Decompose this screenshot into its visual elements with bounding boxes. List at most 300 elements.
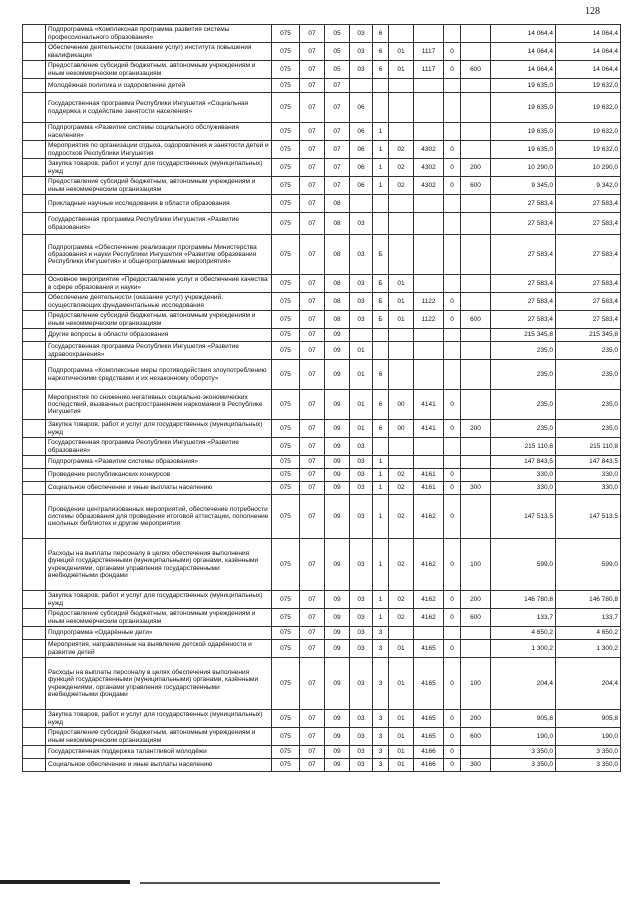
table-row bbox=[23, 141, 621, 159]
expense-type-code: 200 bbox=[461, 420, 491, 438]
empty-cell bbox=[23, 469, 46, 482]
suffix-code: 0 bbox=[444, 759, 461, 772]
amount-1: 27 583,4 bbox=[491, 213, 556, 235]
table-row bbox=[23, 342, 621, 360]
suffix-code bbox=[444, 195, 461, 213]
event-code: 00 bbox=[389, 390, 414, 420]
grbs-code: 075 bbox=[272, 311, 300, 329]
section-code: 07 bbox=[300, 438, 325, 456]
grbs-code: 075 bbox=[272, 61, 300, 79]
amount-1: 3 350,0 bbox=[491, 746, 556, 759]
table-row bbox=[23, 591, 621, 609]
expense-type-code: 600 bbox=[461, 177, 491, 195]
event-code: 02 bbox=[389, 141, 414, 159]
direction-code: 4165 bbox=[414, 640, 444, 658]
suffix-code bbox=[444, 123, 461, 141]
grbs-code: 075 bbox=[272, 93, 300, 123]
subprogram-code: 3 bbox=[373, 728, 389, 746]
table-row bbox=[23, 495, 621, 539]
table-row bbox=[23, 177, 621, 195]
expense-type-code bbox=[461, 342, 491, 360]
event-code: 01 bbox=[389, 43, 414, 61]
amount-2: 19 632,0 bbox=[556, 123, 621, 141]
table-row bbox=[23, 539, 621, 591]
amount-1: 14 064,4 bbox=[491, 25, 556, 43]
table-row bbox=[23, 61, 621, 79]
item-name: Закупка товаров, работ и услуг для государственных (муниципальных) нужд bbox=[46, 420, 272, 438]
section-code: 07 bbox=[300, 469, 325, 482]
amount-1: 599,0 bbox=[491, 539, 556, 591]
subsection-code: 09 bbox=[325, 469, 350, 482]
amount-2: 190,0 bbox=[556, 728, 621, 746]
grbs-code: 075 bbox=[272, 420, 300, 438]
amount-2: 19 632,0 bbox=[556, 79, 621, 93]
amount-2: 9 342,0 bbox=[556, 177, 621, 195]
empty-cell bbox=[23, 360, 46, 390]
table-row bbox=[23, 627, 621, 640]
program-code: 06 bbox=[350, 141, 373, 159]
item-name: Государственная программа Республики Ингушетия «Развитие образования» bbox=[46, 438, 272, 456]
suffix-code bbox=[444, 360, 461, 390]
amount-2: 14 064,4 bbox=[556, 61, 621, 79]
suffix-code: 0 bbox=[444, 390, 461, 420]
item-name: Обеспечение деятельности (оказание услуг) институтa повышения квалификации bbox=[46, 43, 272, 61]
section-code: 07 bbox=[300, 195, 325, 213]
expense-type-code: 600 bbox=[461, 728, 491, 746]
amount-1: 215 345,8 bbox=[491, 329, 556, 342]
event-code: 01 bbox=[389, 710, 414, 728]
empty-cell bbox=[23, 420, 46, 438]
amount-1: 235,0 bbox=[491, 360, 556, 390]
amount-2: 27 583,4 bbox=[556, 195, 621, 213]
section-code: 07 bbox=[300, 360, 325, 390]
suffix-code: 0 bbox=[444, 469, 461, 482]
direction-code: 4161 bbox=[414, 469, 444, 482]
subsection-code: 09 bbox=[325, 495, 350, 539]
item-name: Предоставление субсидий бюджетным, автономным учреждениям и иным некоммерческим организациям bbox=[46, 311, 272, 329]
subsection-code: 09 bbox=[325, 390, 350, 420]
expense-type-code: 100 bbox=[461, 539, 491, 591]
expense-type-code bbox=[461, 456, 491, 469]
section-code: 07 bbox=[300, 235, 325, 275]
section-code: 07 bbox=[300, 640, 325, 658]
grbs-code: 075 bbox=[272, 342, 300, 360]
amount-1: 147 843,5 bbox=[491, 456, 556, 469]
event-code bbox=[389, 360, 414, 390]
grbs-code: 075 bbox=[272, 456, 300, 469]
section-code: 07 bbox=[300, 728, 325, 746]
program-code: 03 bbox=[350, 591, 373, 609]
item-name: Подпрограмма «Одарённые дети» bbox=[46, 627, 272, 640]
program-code: 03 bbox=[350, 759, 373, 772]
grbs-code: 075 bbox=[272, 728, 300, 746]
subprogram-code: 6 bbox=[373, 61, 389, 79]
amount-1: 204,4 bbox=[491, 658, 556, 710]
subsection-code: 09 bbox=[325, 728, 350, 746]
item-name: Подпрограмма «Комплексные меры противодействия злоупотреблению наркотическими средствами и их незаконному обороту» bbox=[46, 360, 272, 390]
program-code: 03 bbox=[350, 213, 373, 235]
empty-cell bbox=[23, 746, 46, 759]
item-name: Обеспечение деятельности (оказание услуг) учреждений, осуществляющих фундаментальные исследования bbox=[46, 293, 272, 311]
amount-2: 215 110,8 bbox=[556, 438, 621, 456]
amount-1: 330,0 bbox=[491, 469, 556, 482]
amount-1: 235,0 bbox=[491, 420, 556, 438]
event-code: 01 bbox=[389, 746, 414, 759]
event-code bbox=[389, 25, 414, 43]
expense-type-code: 600 bbox=[461, 61, 491, 79]
event-code bbox=[389, 195, 414, 213]
table-row bbox=[23, 609, 621, 627]
table-row bbox=[23, 456, 621, 469]
subsection-code: 09 bbox=[325, 640, 350, 658]
grbs-code: 075 bbox=[272, 390, 300, 420]
direction-code: 4162 bbox=[414, 539, 444, 591]
amount-2: 19 632,0 bbox=[556, 141, 621, 159]
grbs-code: 075 bbox=[272, 177, 300, 195]
event-code: 01 bbox=[389, 728, 414, 746]
amount-1: 235,0 bbox=[491, 390, 556, 420]
amount-1: 14 064,4 bbox=[491, 61, 556, 79]
suffix-code bbox=[444, 275, 461, 293]
empty-cell bbox=[23, 609, 46, 627]
amount-2: 14 064,4 bbox=[556, 25, 621, 43]
direction-code: 1117 bbox=[414, 61, 444, 79]
subsection-code: 09 bbox=[325, 420, 350, 438]
subprogram-code: Б bbox=[373, 311, 389, 329]
event-code bbox=[389, 627, 414, 640]
amount-2: 147 513,5 bbox=[556, 495, 621, 539]
amount-2: 204,4 bbox=[556, 658, 621, 710]
program-code: 01 bbox=[350, 420, 373, 438]
item-name: Молодёжная политика и оздоровление детей bbox=[46, 79, 272, 93]
suffix-code bbox=[444, 213, 461, 235]
section-code: 07 bbox=[300, 658, 325, 710]
empty-cell bbox=[23, 329, 46, 342]
section-code: 07 bbox=[300, 420, 325, 438]
empty-cell bbox=[23, 141, 46, 159]
amount-2: 19 632,0 bbox=[556, 93, 621, 123]
subsection-code: 08 bbox=[325, 311, 350, 329]
program-code: 03 bbox=[350, 235, 373, 275]
table-row bbox=[23, 329, 621, 342]
section-code: 07 bbox=[300, 123, 325, 141]
program-code: 03 bbox=[350, 658, 373, 710]
amount-1: 133,7 bbox=[491, 609, 556, 627]
subprogram-code: 6 bbox=[373, 43, 389, 61]
event-code bbox=[389, 235, 414, 275]
section-code: 07 bbox=[300, 93, 325, 123]
suffix-code: 0 bbox=[444, 293, 461, 311]
amount-1: 14 064,4 bbox=[491, 43, 556, 61]
suffix-code: 0 bbox=[444, 61, 461, 79]
empty-cell bbox=[23, 591, 46, 609]
amount-1: 10 290,0 bbox=[491, 159, 556, 177]
section-code: 07 bbox=[300, 43, 325, 61]
subsection-code: 08 bbox=[325, 195, 350, 213]
subprogram-code: 1 bbox=[373, 177, 389, 195]
subsection-code: 09 bbox=[325, 746, 350, 759]
section-code: 07 bbox=[300, 311, 325, 329]
subprogram-code: 1 bbox=[373, 123, 389, 141]
suffix-code bbox=[444, 25, 461, 43]
budget-table bbox=[22, 24, 621, 772]
expense-type-code bbox=[461, 469, 491, 482]
subprogram-code: 1 bbox=[373, 456, 389, 469]
amount-1: 147 513,5 bbox=[491, 495, 556, 539]
section-code: 07 bbox=[300, 293, 325, 311]
suffix-code: 0 bbox=[444, 43, 461, 61]
program-code: 03 bbox=[350, 43, 373, 61]
table-row bbox=[23, 469, 621, 482]
suffix-code: 0 bbox=[444, 591, 461, 609]
grbs-code: 075 bbox=[272, 438, 300, 456]
amount-2: 27 583,4 bbox=[556, 275, 621, 293]
event-code bbox=[389, 213, 414, 235]
section-code: 07 bbox=[300, 342, 325, 360]
expense-type-code bbox=[461, 627, 491, 640]
item-name: Расходы на выплаты персоналу в целях обеспечения выполнения функций государственными (муниципальными) органами, казёнными учреждениями, органами управления государственными внебюджетными фондами bbox=[46, 539, 272, 591]
event-code bbox=[389, 456, 414, 469]
table-row bbox=[23, 235, 621, 275]
expense-type-code bbox=[461, 93, 491, 123]
subsection-code: 09 bbox=[325, 627, 350, 640]
section-code: 07 bbox=[300, 390, 325, 420]
section-code: 07 bbox=[300, 591, 325, 609]
section-code: 07 bbox=[300, 495, 325, 539]
subprogram-code bbox=[373, 342, 389, 360]
direction-code bbox=[414, 329, 444, 342]
item-name: Прикладные научные исследования в области образования bbox=[46, 195, 272, 213]
grbs-code: 075 bbox=[272, 539, 300, 591]
subsection-code: 07 bbox=[325, 177, 350, 195]
empty-cell bbox=[23, 311, 46, 329]
subsection-code: 07 bbox=[325, 123, 350, 141]
program-code: 03 bbox=[350, 311, 373, 329]
item-name: Предоставление субсидий бюджетным, автономным учреждениям и иным некоммерческим организациям bbox=[46, 177, 272, 195]
table-row bbox=[23, 390, 621, 420]
grbs-code: 075 bbox=[272, 609, 300, 627]
subsection-code: 08 bbox=[325, 275, 350, 293]
direction-code: 4162 bbox=[414, 609, 444, 627]
table-row bbox=[23, 728, 621, 746]
grbs-code: 075 bbox=[272, 746, 300, 759]
subsection-code: 05 bbox=[325, 61, 350, 79]
table-row bbox=[23, 746, 621, 759]
table-row bbox=[23, 293, 621, 311]
empty-cell bbox=[23, 293, 46, 311]
amount-2: 215 345,8 bbox=[556, 329, 621, 342]
amount-2: 27 583,4 bbox=[556, 235, 621, 275]
table-row bbox=[23, 360, 621, 390]
subsection-code: 07 bbox=[325, 93, 350, 123]
amount-1: 1 300,2 bbox=[491, 640, 556, 658]
subsection-code: 09 bbox=[325, 609, 350, 627]
suffix-code: 0 bbox=[444, 710, 461, 728]
item-name: Государственная поддержка талантливой молодёжи bbox=[46, 746, 272, 759]
empty-cell bbox=[23, 438, 46, 456]
section-code: 07 bbox=[300, 627, 325, 640]
section-code: 07 bbox=[300, 79, 325, 93]
section-code: 07 bbox=[300, 539, 325, 591]
empty-cell bbox=[23, 658, 46, 710]
section-code: 07 bbox=[300, 746, 325, 759]
expense-type-code: 200 bbox=[461, 159, 491, 177]
amount-2: 146 780,8 bbox=[556, 591, 621, 609]
table-row bbox=[23, 123, 621, 141]
table-row bbox=[23, 640, 621, 658]
empty-cell bbox=[23, 482, 46, 495]
empty-cell bbox=[23, 456, 46, 469]
event-code bbox=[389, 93, 414, 123]
subsection-code: 09 bbox=[325, 438, 350, 456]
amount-1: 27 583,4 bbox=[491, 311, 556, 329]
amount-2: 330,0 bbox=[556, 469, 621, 482]
item-name: Государственная программа Республики Ингушетия «Социальная поддержка и содействие занятости населения» bbox=[46, 93, 272, 123]
item-name: Подпрограмма «Развитие системы социального обслуживания населения» bbox=[46, 123, 272, 141]
event-code: 02 bbox=[389, 609, 414, 627]
direction-code bbox=[414, 79, 444, 93]
expense-type-code: 600 bbox=[461, 609, 491, 627]
subprogram-code: 1 bbox=[373, 482, 389, 495]
empty-cell bbox=[23, 93, 46, 123]
expense-type-code bbox=[461, 43, 491, 61]
suffix-code: 0 bbox=[444, 640, 461, 658]
subprogram-code: 1 bbox=[373, 609, 389, 627]
event-code: 01 bbox=[389, 275, 414, 293]
direction-code: 4162 bbox=[414, 591, 444, 609]
direction-code: 4141 bbox=[414, 390, 444, 420]
empty-cell bbox=[23, 43, 46, 61]
subprogram-code: 3 bbox=[373, 658, 389, 710]
program-code: 01 bbox=[350, 342, 373, 360]
subsection-code: 07 bbox=[325, 79, 350, 93]
amount-1: 27 583,4 bbox=[491, 275, 556, 293]
subsection-code: 05 bbox=[325, 25, 350, 43]
suffix-code bbox=[444, 235, 461, 275]
direction-code bbox=[414, 235, 444, 275]
amount-1: 3 350,0 bbox=[491, 759, 556, 772]
expense-type-code bbox=[461, 390, 491, 420]
item-name: Социальное обеспечение и иные выплаты населению bbox=[46, 759, 272, 772]
amount-2: 235,0 bbox=[556, 360, 621, 390]
empty-cell bbox=[23, 123, 46, 141]
expense-type-code bbox=[461, 235, 491, 275]
item-name: Предоставление субсидий бюджетным, автономным учреждениям и иным некоммерческим организациям bbox=[46, 61, 272, 79]
grbs-code: 075 bbox=[272, 469, 300, 482]
program-code: 03 bbox=[350, 539, 373, 591]
grbs-code: 075 bbox=[272, 293, 300, 311]
direction-code bbox=[414, 360, 444, 390]
grbs-code: 075 bbox=[272, 123, 300, 141]
section-code: 07 bbox=[300, 25, 325, 43]
direction-code bbox=[414, 195, 444, 213]
subprogram-code bbox=[373, 79, 389, 93]
table-row bbox=[23, 25, 621, 43]
direction-code: 4165 bbox=[414, 658, 444, 710]
grbs-code: 075 bbox=[272, 195, 300, 213]
event-code bbox=[389, 79, 414, 93]
program-code: 03 bbox=[350, 275, 373, 293]
suffix-code: 0 bbox=[444, 420, 461, 438]
expense-type-code: 300 bbox=[461, 759, 491, 772]
grbs-code: 075 bbox=[272, 640, 300, 658]
subsection-code: 09 bbox=[325, 539, 350, 591]
event-code: 01 bbox=[389, 61, 414, 79]
section-code: 07 bbox=[300, 61, 325, 79]
expense-type-code: 200 bbox=[461, 591, 491, 609]
program-code bbox=[350, 195, 373, 213]
subprogram-code: 3 bbox=[373, 627, 389, 640]
table-row bbox=[23, 93, 621, 123]
amount-2: 27 583,4 bbox=[556, 311, 621, 329]
section-code: 07 bbox=[300, 177, 325, 195]
empty-cell bbox=[23, 159, 46, 177]
amount-2: 133,7 bbox=[556, 609, 621, 627]
subsection-code: 05 bbox=[325, 43, 350, 61]
table-row bbox=[23, 438, 621, 456]
suffix-code: 0 bbox=[444, 539, 461, 591]
item-name: Государственная программа Республики Ингушетия «Развитие образования» bbox=[46, 213, 272, 235]
event-code: 02 bbox=[389, 495, 414, 539]
section-code: 07 bbox=[300, 329, 325, 342]
suffix-code: 0 bbox=[444, 141, 461, 159]
item-name: Социальное обеспечение и иные выплаты населению bbox=[46, 482, 272, 495]
empty-cell bbox=[23, 759, 46, 772]
expense-type-code bbox=[461, 360, 491, 390]
subprogram-code bbox=[373, 329, 389, 342]
direction-code bbox=[414, 342, 444, 360]
event-code bbox=[389, 123, 414, 141]
direction-code: 4302 bbox=[414, 159, 444, 177]
program-code: 03 bbox=[350, 710, 373, 728]
direction-code: 4165 bbox=[414, 728, 444, 746]
event-code: 01 bbox=[389, 658, 414, 710]
grbs-code: 075 bbox=[272, 495, 300, 539]
amount-1: 146 780,8 bbox=[491, 591, 556, 609]
table-row bbox=[23, 420, 621, 438]
table-row bbox=[23, 482, 621, 495]
subprogram-code: 3 bbox=[373, 759, 389, 772]
expense-type-code bbox=[461, 275, 491, 293]
suffix-code bbox=[444, 93, 461, 123]
item-name: Мероприятия, направленные на выявление детской одарённости и развитие детей bbox=[46, 640, 272, 658]
empty-cell bbox=[23, 61, 46, 79]
expense-type-code bbox=[461, 213, 491, 235]
program-code: 01 bbox=[350, 360, 373, 390]
empty-cell bbox=[23, 213, 46, 235]
item-name: Подпрограмма «Комплексная программа развития системы профессионального образования» bbox=[46, 25, 272, 43]
expense-type-code: 100 bbox=[461, 658, 491, 710]
subprogram-code: 6 bbox=[373, 390, 389, 420]
empty-cell bbox=[23, 25, 46, 43]
amount-1: 4 650,2 bbox=[491, 627, 556, 640]
program-code: 03 bbox=[350, 438, 373, 456]
direction-code bbox=[414, 275, 444, 293]
subprogram-code: 1 bbox=[373, 591, 389, 609]
table-row bbox=[23, 159, 621, 177]
event-code: 02 bbox=[389, 159, 414, 177]
amount-2: 3 350,0 bbox=[556, 759, 621, 772]
item-name: Предоставление субсидий бюджетным, автономным учреждениям и иным некоммерческим организациям bbox=[46, 728, 272, 746]
suffix-code: 0 bbox=[444, 177, 461, 195]
event-code: 02 bbox=[389, 177, 414, 195]
suffix-code bbox=[444, 438, 461, 456]
item-name: Расходы на выплаты персоналу в целях обеспечения выполнения функций государственными (муниципальными) органами, казёнными учреждениями, органами управления государственными внебюджетными фондами bbox=[46, 658, 272, 710]
table-row bbox=[23, 311, 621, 329]
item-name: Государственная программа Республики Ингушетия «Развитие здравоохранения» bbox=[46, 342, 272, 360]
amount-2: 3 350,0 bbox=[556, 746, 621, 759]
expense-type-code bbox=[461, 640, 491, 658]
